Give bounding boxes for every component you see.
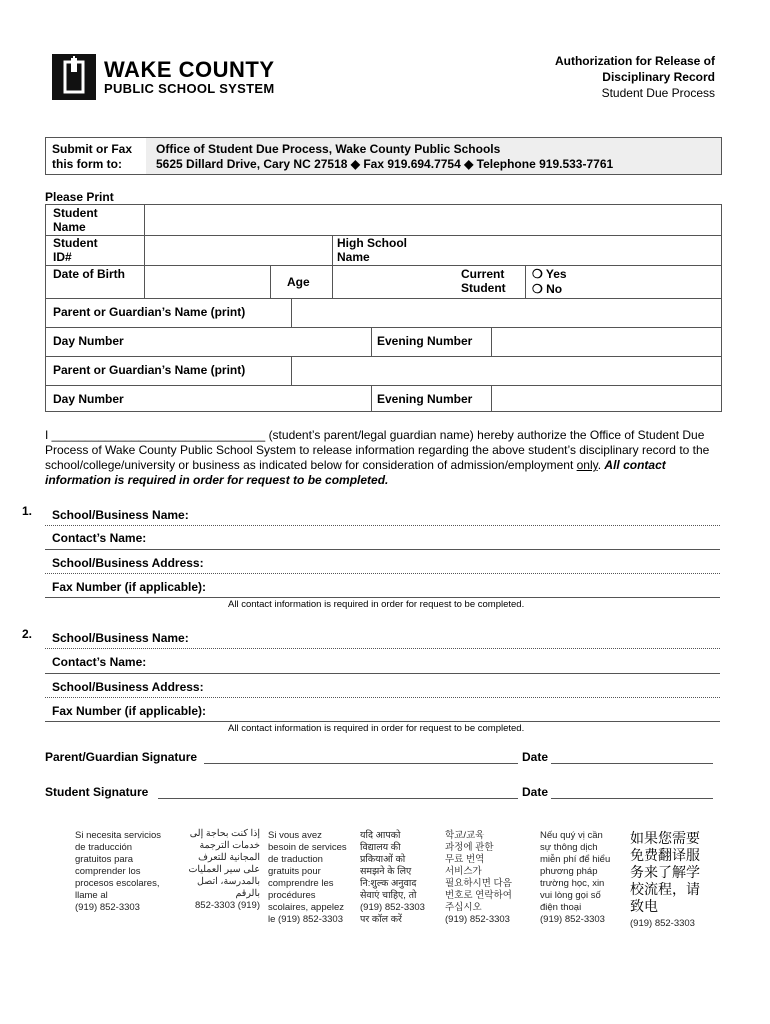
student-signature-line[interactable] bbox=[158, 798, 518, 799]
evening2-input[interactable] bbox=[494, 388, 716, 410]
recipient1-number: 1. bbox=[22, 504, 33, 518]
evening1-label: Evening Number bbox=[377, 334, 473, 348]
student-id-input[interactable] bbox=[146, 237, 328, 263]
form-title-line3: Student Due Process bbox=[601, 86, 715, 100]
recipient1-note: All contact information is required in order for request to be completed. bbox=[228, 599, 525, 610]
footer-vietnamese: Nếu quý vị cần sự thông dịch miễn phí để hiểu phương pháp trường học, xin vui lòng gọi số điện thoại (919) 852-3303 bbox=[540, 830, 611, 925]
recipient2-fax-label: Fax Number (if applicable): bbox=[52, 704, 207, 718]
form-title-line2: Disciplinary Record bbox=[602, 70, 715, 84]
recipient2-contact-label: Contact’s Name: bbox=[52, 655, 147, 669]
recipient2-school-label: School/Business Name: bbox=[52, 631, 189, 645]
form-title-line1: Authorization for Release of bbox=[554, 54, 715, 68]
recipient1-contact-label: Contact’s Name: bbox=[52, 531, 147, 545]
day1-label: Day Number bbox=[53, 334, 124, 348]
parent-signature-line[interactable] bbox=[204, 763, 518, 764]
recipient1-address-label: School/Business Address: bbox=[52, 556, 204, 570]
day2-input[interactable] bbox=[166, 388, 366, 410]
current-student-yes[interactable]: ❍ Yes bbox=[532, 267, 567, 281]
please-print: Please Print bbox=[45, 190, 114, 204]
dob-label: Date of Birth bbox=[53, 267, 125, 281]
footer-chinese-phone: (919) 852-3303 bbox=[630, 918, 695, 929]
footer-arabic: إذا كنت بحاجة إلى خدمات الترجمة المجانية للتعرف على سير العمليات بالمدرسة، اتصل بالرقم (919) 852-3303 bbox=[188, 828, 260, 911]
day1-input[interactable] bbox=[166, 330, 366, 354]
high-school-label: High School Name bbox=[337, 236, 407, 264]
student-id-label: Student ID# bbox=[53, 236, 98, 264]
recipient1-school-label: School/Business Name: bbox=[52, 508, 189, 522]
current-student-label: Current Student bbox=[461, 267, 506, 295]
high-school-input[interactable] bbox=[426, 237, 716, 263]
age-input[interactable] bbox=[336, 267, 456, 295]
recipient2-number: 2. bbox=[22, 627, 33, 641]
footer-french: Si vous avez besoin de services de traduction gratuits pour comprendre les procédures scolaires, appelez le (919) 852-3303 bbox=[268, 830, 347, 925]
guardian1-input[interactable] bbox=[294, 301, 716, 325]
recipient2-note: All contact information is required in order for request to be completed. bbox=[228, 723, 525, 734]
office-address: 5625 Dillard Drive, Cary NC 27518 ◆ Fax 919.694.7754 ◆ Telephone 919.533-7761 bbox=[156, 157, 614, 171]
office-name: Office of Student Due Process, Wake County Public Schools bbox=[156, 142, 501, 156]
authorization-paragraph: I ________________________________ (student’s parent/legal guardian name) hereby authorize the Office of Student Due Process of Wake County Public School System to release information regarding the above student’s disciplinary record to the school/college/university or business as indicated below for consideration of admission/employment only. All contact information is required in order for request to be completed. bbox=[45, 428, 710, 487]
guardian1-label: Parent or Guardian’s Name (print) bbox=[53, 305, 246, 319]
logo-title: WAKE COUNTY bbox=[104, 57, 275, 82]
submit-box bbox=[45, 137, 722, 175]
parent-date-label: Date bbox=[522, 750, 549, 764]
evening2-label: Evening Number bbox=[377, 392, 473, 406]
logo-subtitle: PUBLIC SCHOOL SYSTEM bbox=[104, 81, 275, 96]
current-student-no[interactable]: ❍ No bbox=[532, 282, 563, 296]
evening1-input[interactable] bbox=[494, 330, 716, 354]
student-name-label: Student Name bbox=[53, 206, 98, 234]
footer-chinese: 如果您需要 免费翻译服 务来了解学 校流程，请 致电 bbox=[630, 830, 700, 914]
footer-spanish: Si necesita servicios de traducción gratuitos para comprender los procesos escolares, llame al (919) 852-3303 bbox=[75, 830, 162, 913]
dob-input[interactable] bbox=[146, 267, 266, 295]
student-name-input[interactable] bbox=[146, 207, 716, 233]
recipient1-fax-label: Fax Number (if applicable): bbox=[52, 580, 207, 594]
parent-date-line[interactable] bbox=[551, 763, 713, 764]
guardian2-label: Parent or Guardian’s Name (print) bbox=[53, 363, 246, 377]
recipient2-address-label: School/Business Address: bbox=[52, 680, 204, 694]
day2-label: Day Number bbox=[53, 392, 124, 406]
parent-signature-label: Parent/Guardian Signature bbox=[45, 750, 198, 764]
recipient1-school-input[interactable] bbox=[45, 509, 475, 523]
footer-korean: 학교/교육 과정에 관한 무료 번역 서비스가 필요하시면 다음 번호로 연락하여 주십시오 (919) 852-3303 bbox=[445, 830, 512, 925]
age-label: Age bbox=[287, 275, 310, 289]
student-date-label: Date bbox=[522, 785, 549, 799]
student-info-table bbox=[45, 204, 722, 412]
footer-hindi: यदि आपको विद्यालय की प्रकियाओं को समझने के लिए नि:शुल्क अनुवाद सेवाएं चाहिए, तो (919) 852-3303 पर कॉल करें bbox=[360, 830, 425, 925]
student-date-line[interactable] bbox=[551, 798, 713, 799]
logo-emblem bbox=[52, 54, 96, 100]
guardian2-input[interactable] bbox=[294, 359, 716, 383]
submit-label-1: Submit or Fax bbox=[52, 142, 133, 156]
submit-label-2: this form to: bbox=[52, 157, 122, 171]
student-signature-label: Student Signature bbox=[45, 785, 149, 799]
